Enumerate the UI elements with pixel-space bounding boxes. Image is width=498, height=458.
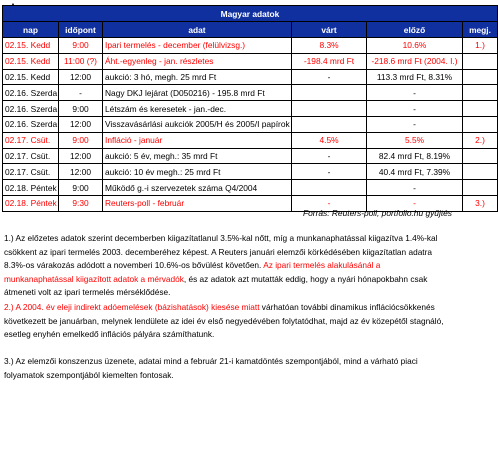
cell-time: 11:00 (?) — [59, 53, 103, 69]
cell-note — [463, 116, 498, 132]
cell-previous: 82.4 mrd Ft, 8.19% — [367, 148, 463, 164]
cell-time: 9:30 — [59, 195, 103, 211]
cell-note — [463, 180, 498, 196]
table-row — [3, 116, 498, 132]
cell-expected: - — [292, 164, 367, 180]
table-row — [3, 53, 498, 69]
footnote-1 — [4, 232, 452, 300]
cell-previous: 5.5% — [367, 132, 463, 148]
cell-day: 02.15. Kedd — [3, 69, 59, 85]
cell-time: 9:00 — [59, 132, 103, 148]
cell-day: 02.16. Szerda — [3, 116, 59, 132]
cell-day: 02.16. Szerda — [3, 101, 59, 117]
cell-day: 02.15. Kedd — [3, 53, 59, 69]
column-header-expected: várt — [292, 22, 367, 38]
cell-day: 02.15. Kedd — [3, 38, 59, 54]
column-header-data: adat — [103, 22, 292, 38]
cell-data: aukció: 5 év, megh.: 35 mrd Ft — [103, 148, 292, 164]
cell-day: 02.17. Csüt. — [3, 164, 59, 180]
table-row — [3, 164, 498, 180]
cell-day: 02.18. Péntek — [3, 180, 59, 196]
cell-time: 12:00 — [59, 164, 103, 180]
cell-expected: -198.4 mrd Ft — [292, 53, 367, 69]
cell-note: 3.) — [463, 195, 498, 211]
column-header-day: nap — [3, 22, 59, 38]
table-row — [3, 180, 498, 196]
cell-expected: - — [292, 69, 367, 85]
table-row — [3, 38, 498, 54]
cell-time: 12:00 — [59, 69, 103, 85]
footnote-3: 3.) Az elemzői konszenzus üzenete, adatai mind a február 21-i kamatdöntés szempontjából, mind a várható piaci folyamatok szempontjából kiemelten fontosak. — [4, 356, 418, 380]
cell-data: Reuters-poll - február — [103, 195, 292, 211]
cell-expected: 4.5% — [292, 132, 367, 148]
cell-previous: - — [367, 101, 463, 117]
table-row — [3, 148, 498, 164]
cell-note: 2.) — [463, 132, 498, 148]
cell-time: 12:00 — [59, 116, 103, 132]
footnote-1-text-a: 1.) Az előzetes adatok szerint decemberben kiigazítatlanul 3.5%-kal nőtt, míg a munkanaphatással kiigazítva 1.4%-kal csökkent az ipari termelés 2003. decemberéhez képest. A Reuters januári elemzői körkédésében kiigazítatlan adatra 8.3%-os várakozás adódott a novemberi 10.6%-os bővülést követően. — [4, 233, 438, 271]
table-row — [3, 85, 498, 101]
cell-note — [463, 101, 498, 117]
footnote-2-text: várhatóan további dinamikus inflációcsökkenés következett be januárban, melynek lendülete az idei év első negyedévében folytatódhat, majd az év közepétől stagnáló, esetleg enyhén emelkedő inflációs pályára számíthatunk. — [4, 302, 444, 340]
table-body — [3, 38, 498, 212]
cell-previous: - — [367, 116, 463, 132]
table-row — [3, 69, 498, 85]
table-row — [3, 101, 498, 117]
cell-data: Infláció - január — [103, 132, 292, 148]
cell-data: aukció: 10 év megh.: 25 mrd Ft — [103, 164, 292, 180]
cell-note — [463, 148, 498, 164]
footnote-2-highlight: 2.) A 2004. év eleji indirekt adóemelések (bázishatások) kiesése miatt — [4, 302, 260, 312]
cell-day: 02.17. Csüt. — [3, 148, 59, 164]
cell-data: Áht.-egyenleg - jan. részletes — [103, 53, 292, 69]
cell-expected — [292, 85, 367, 101]
cell-expected: 8.3% — [292, 38, 367, 54]
cell-expected — [292, 101, 367, 117]
source-note: Forrás: Reuters-poll, portfolio.hu gyűjtés — [303, 208, 452, 218]
cell-expected — [292, 180, 367, 196]
cell-time: 9:00 — [59, 101, 103, 117]
column-header-note: megj. — [463, 22, 498, 38]
cell-time: - — [59, 85, 103, 101]
cell-previous: 113.3 mrd Ft, 8.31% — [367, 69, 463, 85]
cell-data: Nagy DKJ lejárat (D050216) - 195.8 mrd Ft — [103, 85, 292, 101]
footnote-2 — [4, 301, 452, 342]
cell-previous: - — [367, 85, 463, 101]
cell-expected: - — [292, 148, 367, 164]
cell-time: 12:00 — [59, 148, 103, 164]
cell-note: 1.) — [463, 38, 498, 54]
cell-data: Ipari termelés - december (felülvizsg.) — [103, 38, 292, 54]
cell-previous: 10.6% — [367, 38, 463, 54]
footnote-1-highlight: Az ipari termelés alakulásánál a munkanaphatással kiigazított adatok a mérvadók — [4, 260, 381, 284]
cell-note — [463, 164, 498, 180]
cell-day: 02.17. Csüt. — [3, 132, 59, 148]
table-title: Magyar adatok — [3, 6, 498, 22]
cell-data: Létszám és keresetek - jan.-dec. — [103, 101, 292, 117]
cell-data: Működő g.-i szervezetek száma Q4/2004 — [103, 180, 292, 196]
cell-previous: 40.4 mrd Ft, 7.39% — [367, 164, 463, 180]
table-row — [3, 132, 498, 148]
cell-day: 02.18. Péntek — [3, 195, 59, 211]
cell-previous: - — [367, 195, 463, 211]
cell-note — [463, 85, 498, 101]
cell-previous: -218.6 mrd Ft (2004. I.) — [367, 53, 463, 69]
cell-data: aukció: 3 hó, megh. 25 mrd Ft — [103, 69, 292, 85]
cell-data: Visszavásárlási aukciók 2005/H és 2005/I papírok — [103, 116, 292, 132]
column-header-previous: előző — [367, 22, 463, 38]
cell-note — [463, 69, 498, 85]
table-header-row — [3, 22, 498, 38]
footnote-1-text-b: , és az adatok azt mutatták eddig, hogy a nyári hónapokbahn csak átmeneti volt az ipari termelés mérséklődése. — [4, 273, 428, 298]
cell-day: 02.16. Szerda — [3, 85, 59, 101]
cell-expected: - — [292, 195, 367, 211]
cell-expected — [292, 116, 367, 132]
cell-time: 9:00 — [59, 180, 103, 196]
cell-note — [463, 53, 498, 69]
column-header-time: időpont — [59, 22, 103, 38]
cell-time: 9:00 — [59, 38, 103, 54]
hungarian-data-calendar-table — [2, 5, 498, 212]
cell-previous: - — [367, 180, 463, 196]
